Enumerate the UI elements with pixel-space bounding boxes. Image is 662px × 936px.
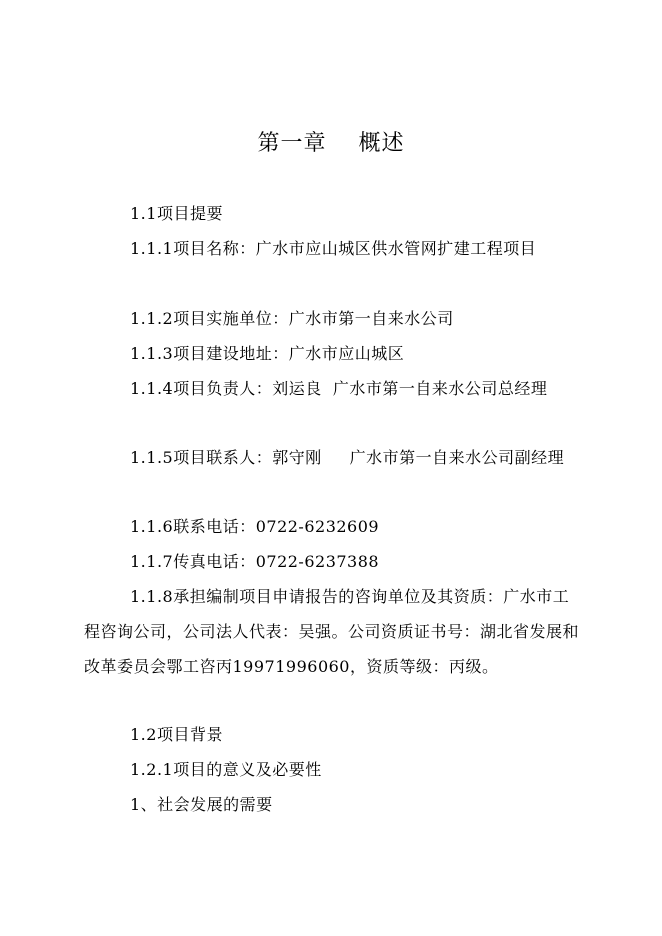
paragraph-1-1: 1.1项目提要 <box>130 204 223 223</box>
paragraph-1-2-1: 1.2.1项目的意义及必要性 <box>130 760 322 779</box>
paragraph-1-1-1: 1.1.1项目名称：广水市应山城区供水管网扩建工程项目 <box>130 239 537 258</box>
chapter-title: 第一章 概述 <box>257 131 405 156</box>
paragraph-1-1-4: 1.1.4项目负责人：刘运良 广水市第一自来水公司总经理 <box>130 379 548 398</box>
paragraph-1-1-6: 1.1.6联系电话：0722-6232609 <box>130 517 380 536</box>
paragraph-social-needs: 1、社会发展的需要 <box>130 795 273 814</box>
paragraph-1-1-2: 1.1.2项目实施单位：广水市第一自来水公司 <box>130 309 454 328</box>
paragraph-1-1-7: 1.1.7传真电话：0722-6237388 <box>130 552 380 571</box>
paragraph-1-2: 1.2项目背景 <box>130 725 223 744</box>
paragraph-1-1-8: 1.1.8承担编制项目申请报告的咨询单位及其资质：广水市工程咨询公司，公司法人代表：吴强。公司资质证书号：湖北省发展和改革委员会鄂工咨丙19971996060，资质等级：丙级。 <box>84 587 580 676</box>
paragraph-1-1-5: 1.1.5项目联系人：郭守刚 广水市第一自来水公司副经理 <box>130 448 565 467</box>
paragraph-1-1-3: 1.1.3项目建设地址：广水市应山城区 <box>130 344 405 363</box>
